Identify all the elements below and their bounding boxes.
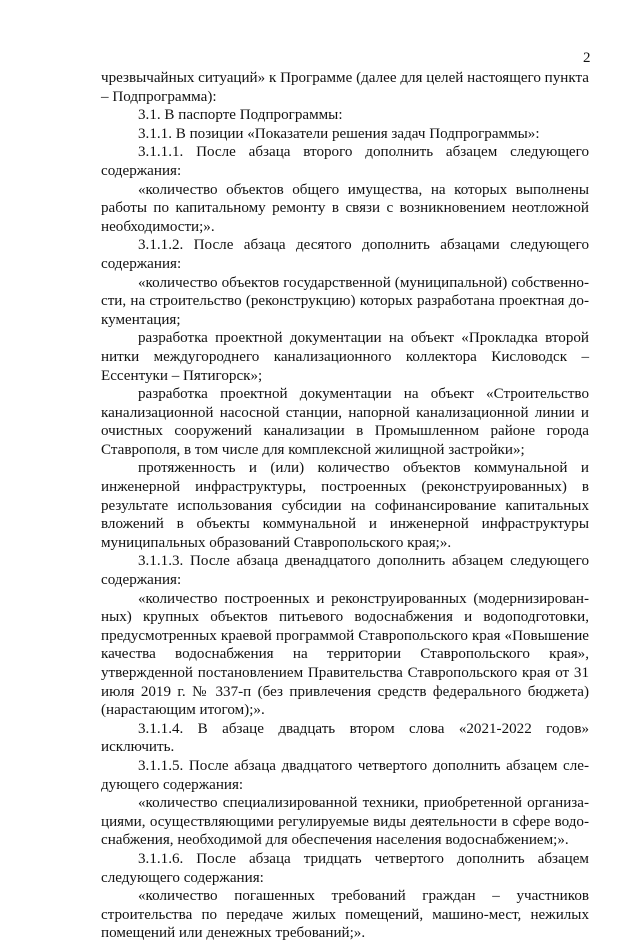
paragraph-quote-design-docs: «количество объектов государственной (муниципальной) собственности, на строительство (реконструкцию) которых разработана проектная документация; <box>101 274 589 328</box>
paragraph-3-1-1-3: 3.1.1.3. После абзаца двенадцатого дополнить абзацем следующего содержания: <box>101 553 589 589</box>
paragraph-3-1: 3.1. В паспорте Подпрограммы: <box>138 107 343 124</box>
paragraph-quote-water-supply: «количество построенных и реконструированных (модернизированных) крупных объектов питьевого водоснабжения и водоподготовки, предусмотренных краевой программой Ставропольского края «Повышение качества водоснабжения на территории Ставропольского края», утвержденной постановлением Правительства Ставропольского края от 31 июля 2019 г. № 337-п (без привлечения средств федерального бюджета) (нарастающим итогом);». <box>101 590 589 719</box>
paragraph-3-1-1: 3.1.1. В позиции «Показатели решения задач Подпрограммы»: <box>138 125 540 142</box>
page-number: 2 <box>583 50 591 66</box>
paragraph-quote-claims: «количество погашенных требований граждан – участников строительства по передаче жилых помещений, машино-мест, нежилых помещений или денежных требований;». <box>101 888 589 942</box>
paragraph-3-1-1-2: 3.1.1.2. После абзаца десятого дополнить абзацами следующего содержания: <box>101 237 589 272</box>
paragraph-quote-repair: «количество объектов общего имущества, на которых выполнены работы по капитальному ремонту в связи с возникновением неотложной необходимости;». <box>101 181 589 235</box>
paragraph-quote-equipment: «количество специализированной техники, приобретенной организациями, осуществляющими регулируемые виды деятельности в сфере водоснабжения, необходимой для обеспечения населения водоснабжением;». <box>101 795 589 849</box>
paragraph-collector: разработка проектной документации на объект «Прокладка второй нитки междугороднего канализационного коллектора Кисловодск – Ессентуки – Пятигорск»; <box>101 330 589 384</box>
paragraph-pump-station: разработка проектной документации на объект «Строительство канализационной насосной станции, напорной канализационной линии и очистных сооружений канализации в Промышленном районе города Ставрополя, в том числе для комплексной жилищной застройки»; <box>101 386 589 458</box>
paragraph-continuation: чрезвычайных ситуаций» к Программе (далее для целей настоящего пункта – Подпрограмма): <box>101 70 589 105</box>
paragraph-infrastructure: протяженность и (или) количество объектов коммунальной и инженерной инфраструктуры, построенных (реконструированных) в результате использования субсидии на софинансирование капитальных вложений в объекты коммунальной и инженерной инфраструктуры муниципальных образований Ставропольского края;». <box>101 460 589 551</box>
document-body <box>101 69 589 943</box>
paragraph-3-1-1-1: 3.1.1.1. После абзаца второго дополнить абзацем следующего содержания: <box>101 144 589 179</box>
paragraph-3-1-1-4: 3.1.1.4. В абзаце двадцать втором слова «2021-2022 годов» исключить. <box>101 720 589 756</box>
paragraph-3-1-1-6: 3.1.1.6. После абзаца тридцать четвертого дополнить абзацем следующего содержания: <box>101 850 589 886</box>
paragraph-3-1-1-5: 3.1.1.5. После абзаца двадцатого четвертого дополнить абзацем следующего содержания: <box>101 757 589 793</box>
